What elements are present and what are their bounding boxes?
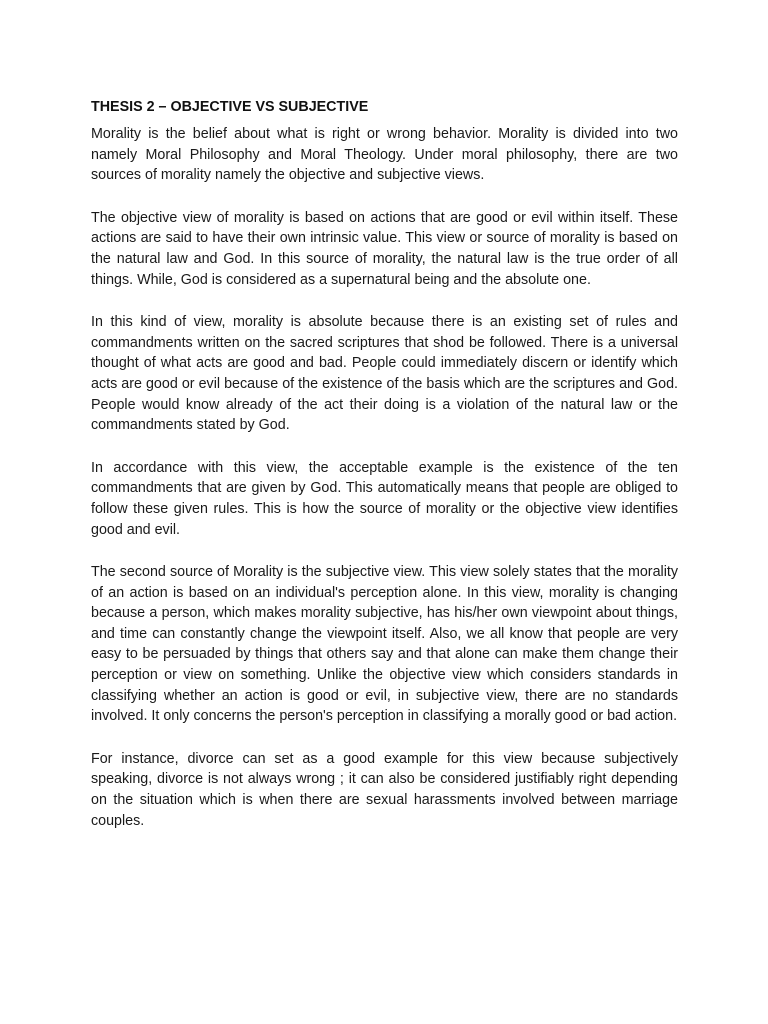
paragraph-intro: Morality is the belief about what is right or wrong behavior. Morality is divided into two namely Moral Philosophy and Moral Theology. Under moral philosophy, there are two sources of morality namely the objective and subjective views. [91,126,678,184]
document-title: THESIS 2 – OBJECTIVE VS SUBJECTIVE [91,99,369,115]
paragraph-objective-view: The objective view of morality is based on actions that are good or evil within itself. These actions are said to have their own intrinsic value. This view or source of morality is based on the natural law and God. In this source of morality, the natural law is the true order of all things. While, God is considered as a supernatural being and the absolute one. [91,209,678,288]
paragraph-absolute-morality: In this kind of view, morality is absolute because there is an existing set of rules and commandments written on the sacred scriptures that shod be followed. There is a universal thought of what acts are good and bad. People could immediately discern or identify which acts are good or evil because of the existence of the basis which are the scriptures and God. People would know already of the act their doing is a violation of the natural law or the commandments stated by God. [91,314,678,434]
paragraph-ten-commandments: In accordance with this view, the acceptable example is the existence of the ten commandments that are given by God. This automatically means that people are obliged to follow these given rules. This is how the source of morality or the objective view identifies good and evil. [91,459,678,538]
document-body [91,97,678,853]
paragraph-subjective-view: The second source of Morality is the subjective view. This view solely states that the morality of an action is based on an individual's perception alone. In this view, morality is changing because a person, which makes morality subjective, has his/her own viewpoint about things, and time can constantly change the viewpoint itself. Also, we all know that people are very easy to be persuaded by things that others say and that alone can make them change their perception or view on something. Unlike the objective view which considers standards in classifying whether an action is good or evil, in subjective view, there are no standards involved. It only concerns the person's perception in classifying a morally good or bad action. [91,564,678,725]
paragraph-divorce-example: For instance, divorce can set as a good example for this view because subjectively speaking, divorce is not always wrong ; it can also be considered justifiably right depending on the situation which is when there are sexual harassments involved between marriage couples. [91,750,678,829]
